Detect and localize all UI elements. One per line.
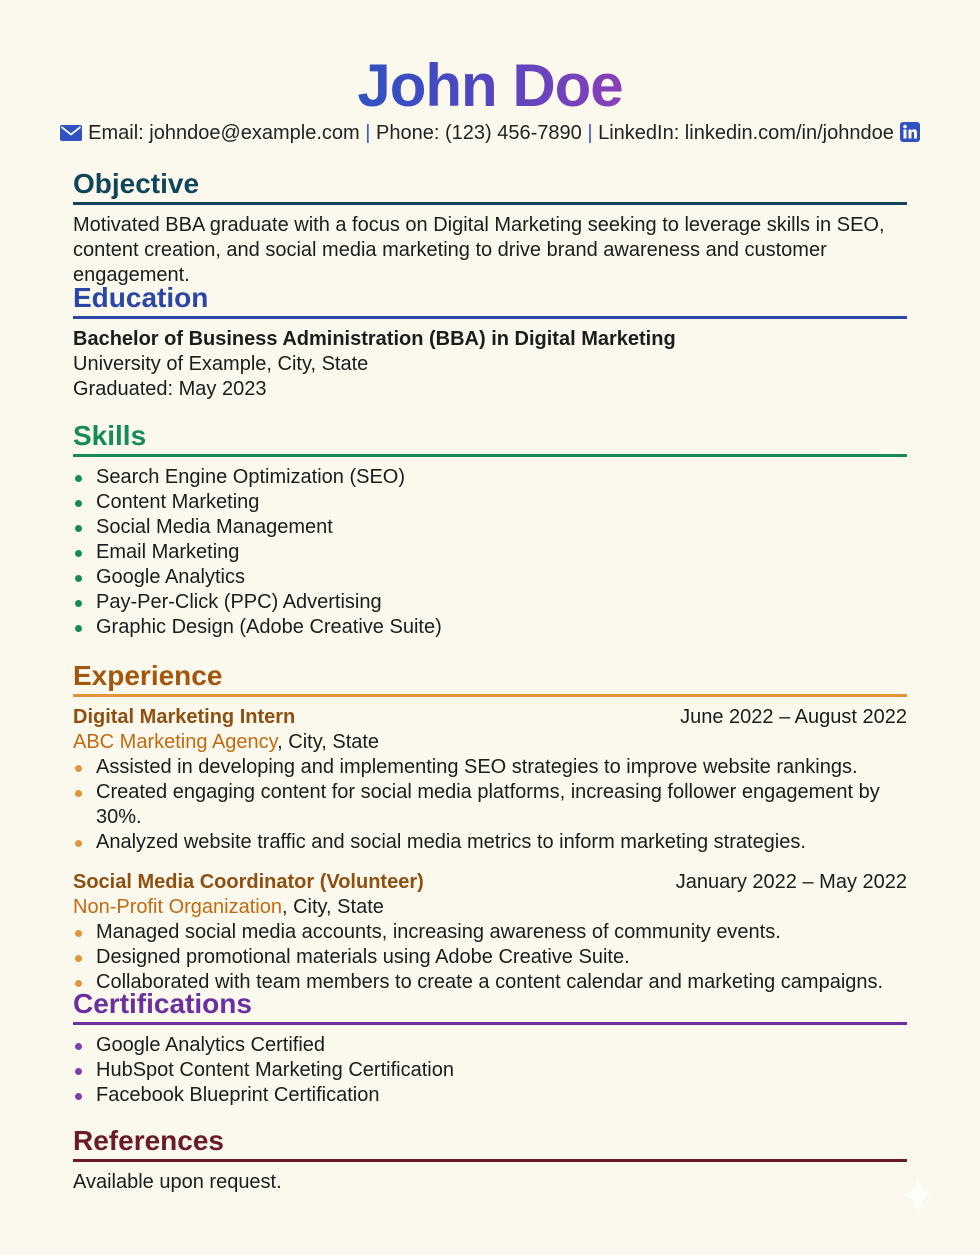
organization-name: ABC Marketing Agency: [73, 731, 278, 753]
job-header: [73, 705, 907, 730]
skills-section: [73, 420, 907, 640]
email-text[interactable]: Email: johndoe@example.com: [88, 122, 360, 144]
skill-item: Email Marketing: [73, 540, 907, 565]
degree-title: Bachelor of Business Administration (BBA) in Digital Marketing: [73, 328, 676, 350]
contact-line: [0, 119, 980, 147]
objective-text: Motivated BBA graduate with a focus on Digital Marketing seeking to leverage skills in SEO, content creation, and social media marketing to drive brand awareness and customer engagement.: [73, 214, 885, 286]
education-section: [73, 282, 907, 402]
job-dates: June 2022 – August 2022: [680, 706, 907, 728]
certification-item: Google Analytics Certified: [73, 1033, 907, 1058]
education-heading: Education: [73, 282, 907, 319]
phone-text[interactable]: Phone: (123) 456-7890: [376, 122, 582, 144]
school-line: University of Example, City, State: [73, 353, 369, 375]
job-bullet: Collaborated with team members to create a content calendar and marketing campaigns.: [73, 970, 907, 995]
organization-location: , City, State: [281, 896, 384, 918]
skill-item: Social Media Management: [73, 515, 907, 540]
candidate-name: John Doe: [357, 52, 623, 119]
objective-section: [73, 168, 907, 288]
skill-item: Pay-Per-Click (PPC) Advertising: [73, 590, 907, 615]
certification-item: Facebook Blueprint Certification: [73, 1083, 907, 1108]
objective-heading: Objective: [73, 168, 907, 205]
envelope-icon: [60, 125, 82, 141]
linkedin-icon[interactable]: [900, 122, 920, 142]
certifications-section: [73, 988, 907, 1108]
job-title: Digital Marketing Intern: [73, 706, 296, 728]
experience-heading: Experience: [73, 660, 907, 697]
job-bullet: Assisted in developing and implementing SEO strategies to improve website rankings.: [73, 755, 907, 780]
separator: |: [587, 122, 593, 144]
job-bullet: Designed promotional materials using Adobe Creative Suite.: [73, 945, 907, 970]
job-bullet: Managed social media accounts, increasing awareness of community events.: [73, 920, 907, 945]
skills-list: [73, 465, 907, 640]
organization-location: , City, State: [277, 731, 380, 753]
job-bullet: Created engaging content for social media platforms, increasing follower engagement by 30%.: [73, 780, 907, 830]
job-bullets: [73, 755, 907, 855]
job-dates: January 2022 – May 2022: [675, 871, 907, 893]
references-heading: References: [73, 1125, 907, 1162]
certifications-heading: Certifications: [73, 988, 907, 1025]
skill-item: Search Engine Optimization (SEO): [73, 465, 907, 490]
job-entry: [73, 705, 907, 855]
separator: |: [365, 122, 371, 144]
certification-item: HubSpot Content Marketing Certification: [73, 1058, 907, 1083]
graduation-date: Graduated: May 2023: [73, 378, 267, 400]
job-header: [73, 870, 907, 895]
job-title: Social Media Coordinator (Volunteer): [73, 871, 424, 893]
job-organization: [73, 730, 907, 755]
sparkle-icon: [898, 1175, 938, 1215]
job-entry: [73, 870, 907, 995]
linkedin-text[interactable]: LinkedIn: linkedin.com/in/johndoe: [598, 122, 894, 144]
skill-item: Google Analytics: [73, 565, 907, 590]
job-organization: [73, 895, 907, 920]
experience-section: [73, 660, 907, 995]
skills-heading: Skills: [73, 420, 907, 457]
job-bullet: Analyzed website traffic and social media metrics to inform marketing strategies.: [73, 830, 907, 855]
certifications-list: [73, 1033, 907, 1108]
skill-item: Graphic Design (Adobe Creative Suite): [73, 615, 907, 640]
references-section: [73, 1125, 907, 1195]
job-bullets: [73, 920, 907, 995]
skill-item: Content Marketing: [73, 490, 907, 515]
organization-name: Non-Profit Organization: [73, 896, 282, 918]
references-text: Available upon request.: [73, 1171, 282, 1193]
